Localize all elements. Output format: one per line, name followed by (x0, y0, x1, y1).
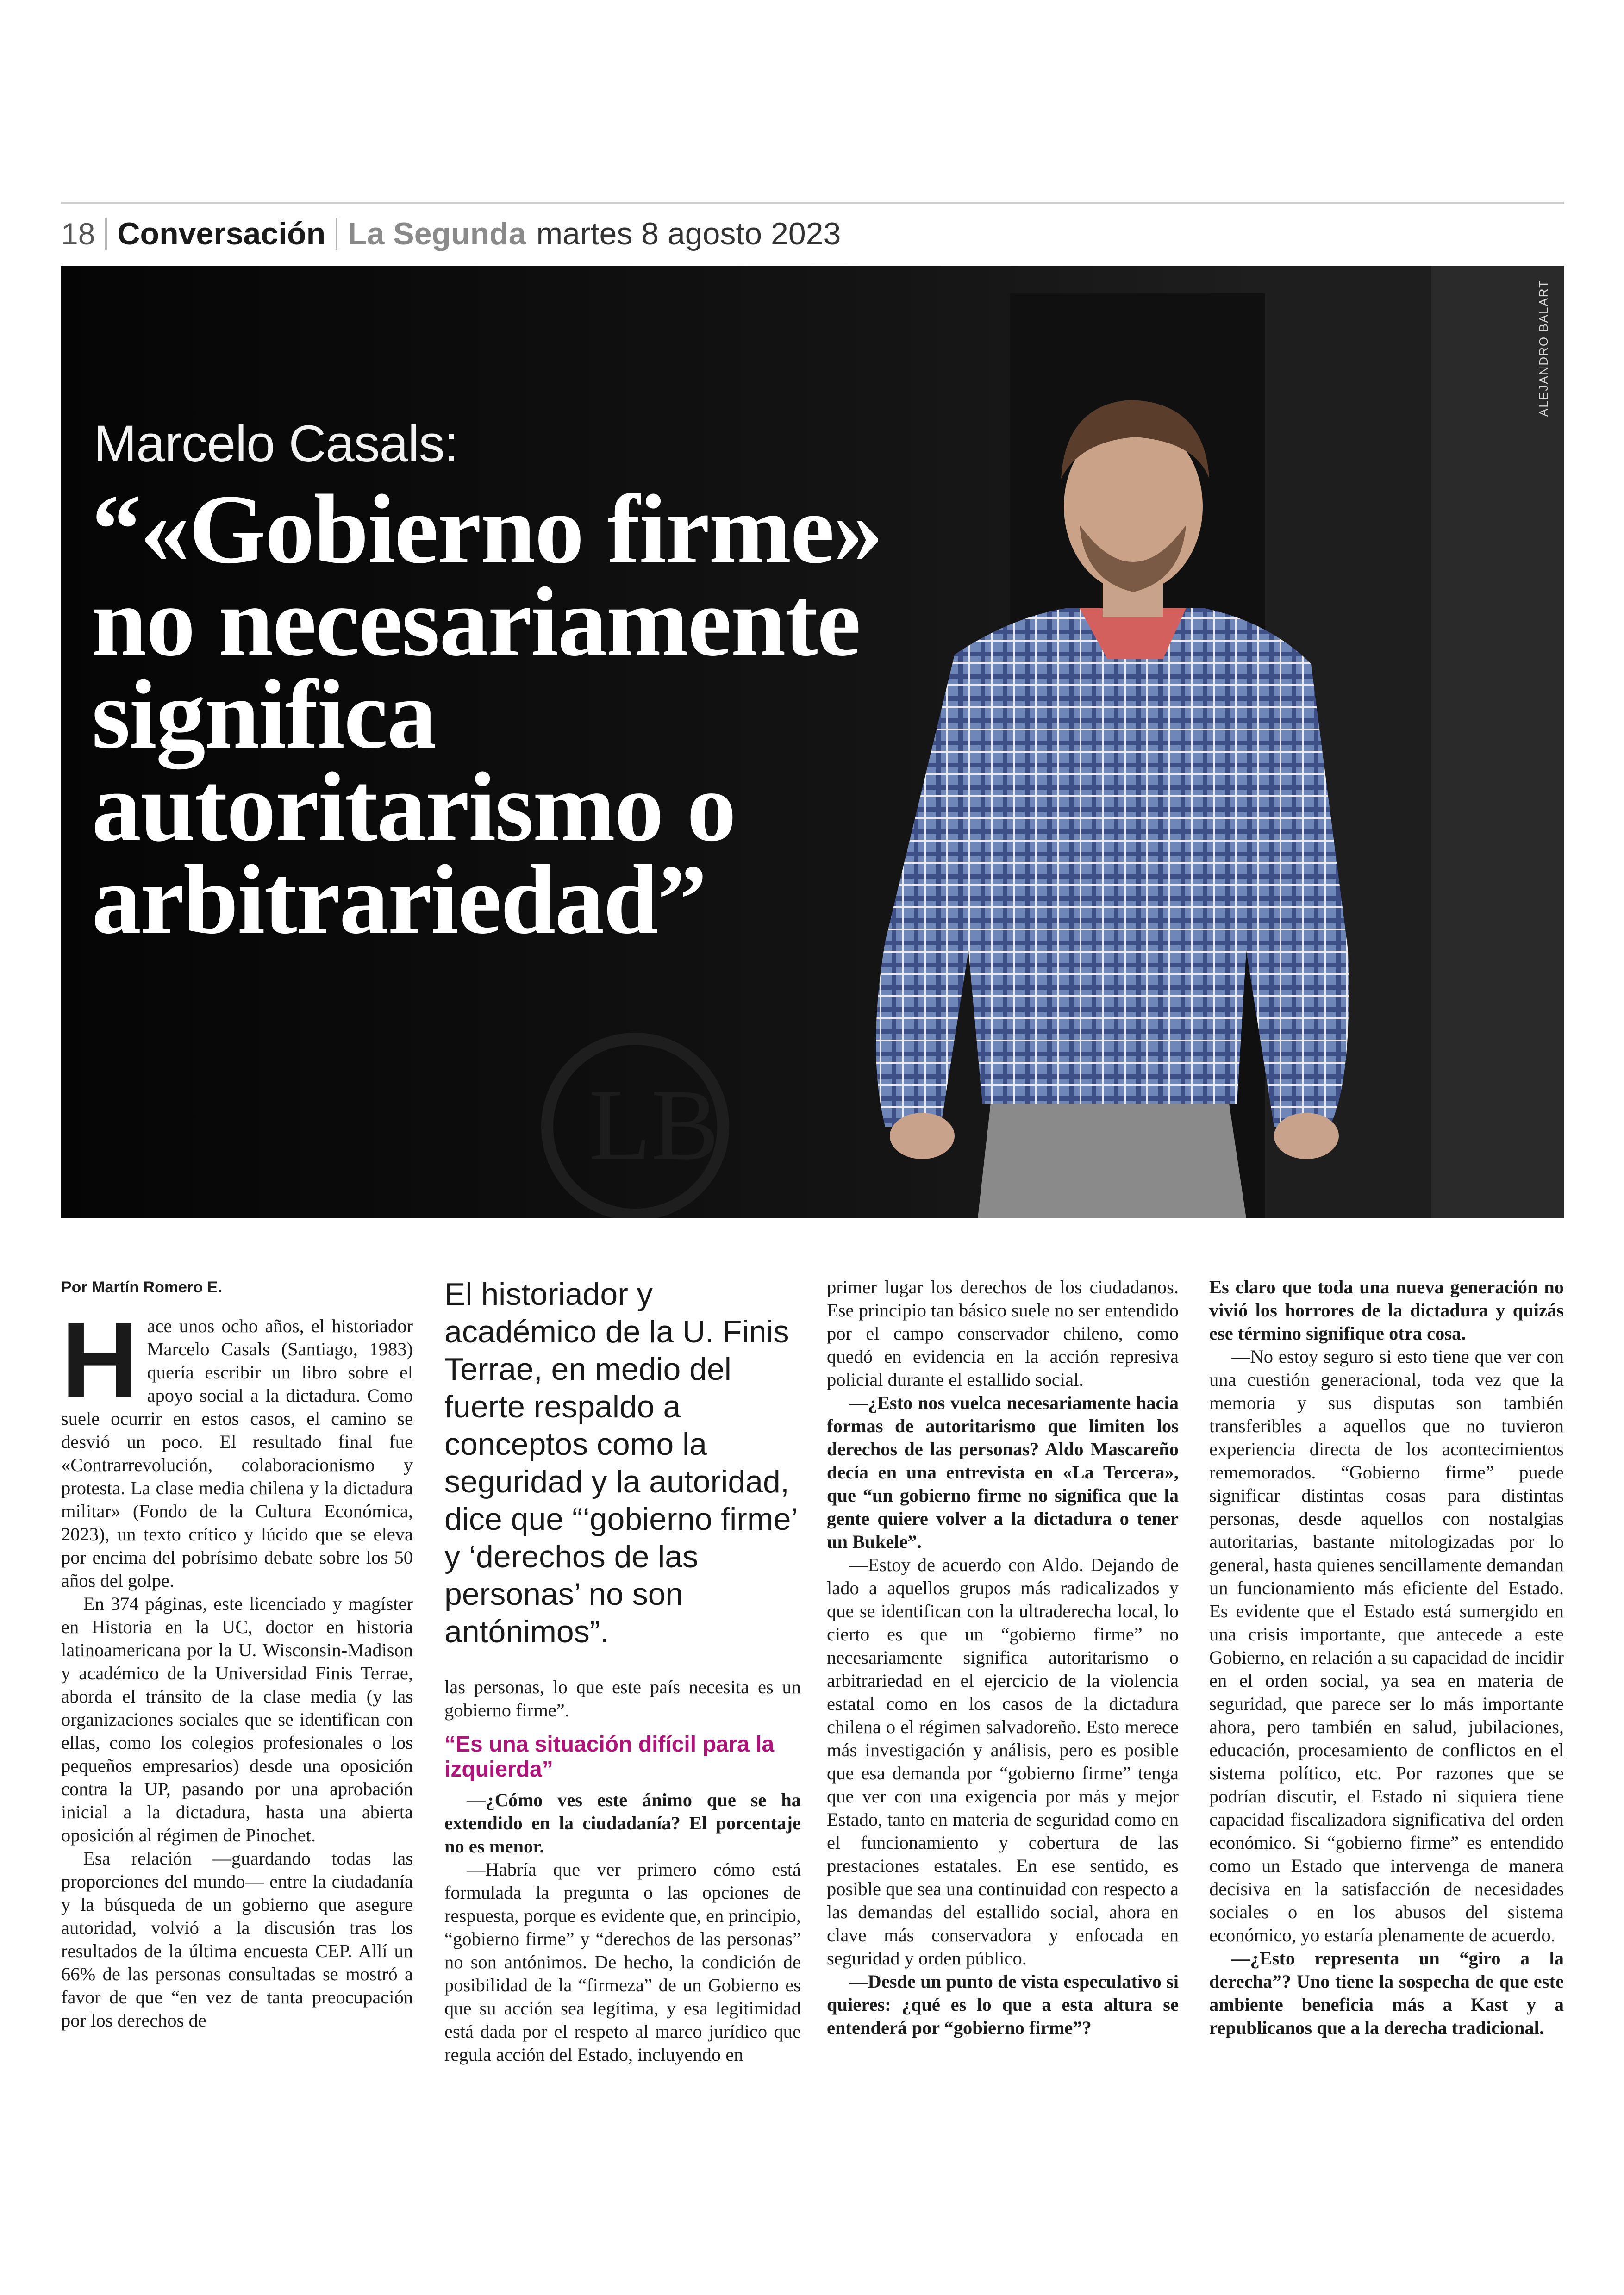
paragraph: Esa relación —guardando todas las proporciones del mundo— entre la ciudadanía y la búsqueda de un gobierno que asegure autoridad, volvió a la discusión tras los resultados de la última encuesta CEP. Allí un 66% de las personas consultadas se mostró a favor de que “en vez de tanta preocupación por los derechos de (61, 1848, 413, 2031)
paragraph: ace unos ocho años, el historiador Marcelo Casals (Santiago, 1983) quería escribir un libro sobre el apoyo social a la dictadura. Como suele ocurrir en estos casos, el camino se desvió un poco. El resultado final fue «Contrarrevolución, colaboracionismo y protesta. La clase media chilena y la dictadura militar» (Fondo de la Cultura Económica, 2023), un texto crítico y lúcido que se eleva por encima del pobrísimo debate sobre los 50 años del golpe. (61, 1316, 413, 1591)
article-column-4 (1209, 1276, 1564, 2039)
svg-text:LB: LB (589, 1068, 719, 1181)
question: Es claro que toda una nueva generación no vivió los horrores de la dictadura y quizás ese término signifique otra cosa. (1209, 1277, 1564, 1344)
masthead-divider (105, 218, 107, 250)
publication-name: La Segunda (348, 216, 526, 251)
hero-photo (61, 266, 1564, 1218)
kicker: Marcelo Casals: (94, 415, 458, 473)
page-number: 18 (61, 217, 95, 251)
headline: “«Gobierno firme» no necesariamente significa autoritarismo o arbitrariedad” (92, 474, 882, 954)
issue-date: martes 8 agosto 2023 (536, 216, 841, 251)
deck: El historiador y académico de la U. Finis Terrae, en medio del fuerte respaldo a conceptos como la seguridad y la autoridad, dice que “‘gobierno firme’ y ‘derechos de las personas’ no son antónimos”. (444, 1277, 797, 1649)
masthead (61, 208, 841, 259)
paragraph: las personas, lo que este país necesita es un gobierno firme”. (444, 1677, 801, 1721)
article-column-3 (827, 1276, 1179, 2039)
question: —Desde un punto de vista especulativo si quieres: ¿qué es lo que a esta altura se entenderá por “gobierno firme”? (827, 1971, 1179, 2038)
photo-credit: ALEJANDRO BALART (1537, 280, 1550, 417)
subhead: “Es una situación difícil para la izquierda” (444, 1732, 775, 1782)
paragraph: En 374 páginas, este licenciado y magíster en Historia en la UC, doctor en historia latinoamericana por la U. Wisconsin-Madison y académico de la Universidad Finis Terrae, aborda el tránsito de la clase media (y las organizaciones sociales que se identifican con ellas, como los colegios profesionales o los pequeños empresarios) desde una oposición contra la UP, pasando por una aprobación inicial a la dictadura, hasta una abierta oposición al régimen de Pinochet. (61, 1593, 413, 1846)
article-column-2 (444, 1276, 801, 2066)
paragraph: —Habría que ver primero cómo está formulada la pregunta o las opciones de respuesta, porque es evidente que, en principio, “gobierno firme” y “derechos de las personas” no son antónimos. De hecho, la condición de posibilidad de la “firmeza” de un Gobierno es que su acción sea legítima, y esa legitimidad está dada por el respeto al marco jurídico que regula acción del Estado, incluyendo en (444, 1859, 801, 2065)
drop-cap: H (61, 1300, 139, 1420)
top-rule (61, 202, 1564, 204)
paragraph: primer lugar los derechos de los ciudadanos. Ese principio tan básico suele no ser entendido por el campo conservador chileno, como quedó en evidencia en la acción represiva policial durante el estallido social. (827, 1277, 1179, 1390)
paragraph: —Estoy de acuerdo con Aldo. Dejando de lado a aquellos grupos más radicalizados y que se identifican con la ultraderecha local, lo cierto es que un “gobierno firme” no necesariamente significa autoritarismo o arbitrariedad en el ejercicio de la violencia estatal como en los casos de la dictadura chilena o el régimen salvadoreño. Esto merece más investigación y análisis, pero es posible que esa demanda por “gobierno firme” tenga que ver con una exigencia por más y mejor Estado, tanto en materia de seguridad como en el funcionamiento y cobertura de las prestaciones estatales. En ese sentido, es posible que sea una continuidad con respecto a las demandas del estallido social, ahora en clave más conservadora y enfocada en seguridad y orden público. (827, 1554, 1179, 1969)
question: —¿Esto representa un “giro a la derecha”? Uno tiene la sospecha de que este ambiente beneficia más a Kast y a republicanos que a la derecha tradicional. (1209, 1948, 1564, 2038)
section-name: Conversación (117, 216, 326, 251)
paragraph: —No estoy seguro si esto tiene que ver con una cuestión generacional, toda vez que la memoria y sus disputas son también transferibles a aquellos que no tuvieron experiencia directa de los acontecimientos rememorados. “Gobierno firme” puede significar distintas cosas para distintas personas, desde aquellos con nostalgias autoritarias, bastante mitologizadas por lo general, hasta quienes sencillamente demandan un funcionamiento más eficiente del Estado. Es evidente que el Estado está sumergido en una crisis importante, que antecede a este Gobierno, en relación a su capacidad de incidir en el orden social, ya sea en materia de seguridad, que parece ser lo más importante ahora, pero también en salud, jubilaciones, educación, procesamiento de conflictos en el sistema político, etc. Por razones que se podrían discutir, el Estado ni siquiera tiene capacidad fiscalizadora significativa del orden económico. Si “gobierno firme” es entendido como un Estado que intervenga de manera decisiva en la satisfacción de necesidades sociales o en los abusos del sistema económico, yo estaría plenamente de acuerdo. (1209, 1346, 1564, 1946)
article-column-1 (61, 1276, 413, 2032)
question: —¿Cómo ves este ánimo que se ha extendido en la ciudadanía? El porcentaje no es menor. (444, 1790, 801, 1857)
masthead-divider (336, 218, 337, 250)
question: —¿Esto nos vuelca necesariamente hacia formas de autoritarismo que limiten los derechos de las personas? Aldo Mascareño decía en una entrevista en «La Tercera», que “un gobierno firme no significa que la gente quiere volver a la dictadura o tener un Bukele”. (827, 1392, 1179, 1552)
byline: Por Martín Romero E. (61, 1278, 222, 1296)
